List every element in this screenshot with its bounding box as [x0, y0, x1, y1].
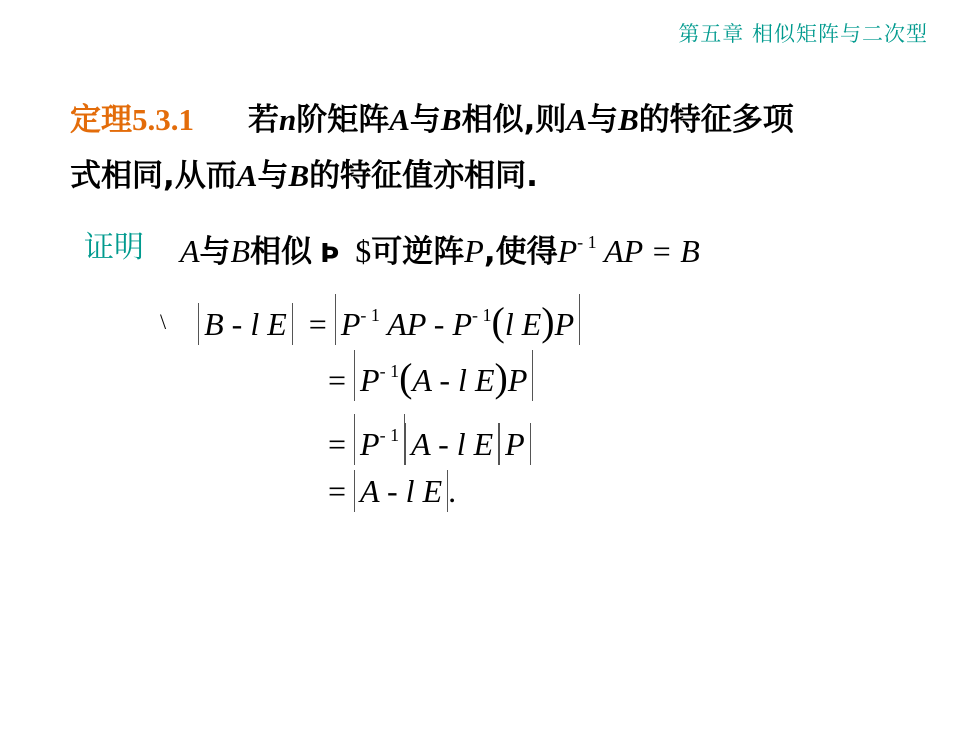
det-expression — [354, 350, 533, 401]
inverse-exponent: - 1 — [472, 305, 492, 325]
theorem-number: 5.3.1 — [132, 102, 194, 137]
var-P: P — [557, 233, 578, 269]
var-P: P — [554, 306, 575, 342]
theorem-text: 与 — [409, 102, 441, 138]
proof-text: 相似 — [250, 234, 313, 270]
var-A: A — [236, 158, 258, 193]
det-expression — [335, 294, 580, 345]
proof-line-1 — [180, 226, 700, 271]
theorem-statement — [70, 92, 950, 204]
expression-text: A - l E — [412, 362, 495, 398]
inverse-exponent: - 1 — [577, 232, 597, 252]
det-P-inverse — [354, 414, 405, 465]
theorem-text: 若 — [247, 102, 279, 138]
proof-line-3 — [328, 350, 533, 401]
paren-open: ( — [399, 355, 413, 400]
proof-label: 证明 — [84, 230, 144, 265]
theorem-text: 的特征值亦相同. — [309, 158, 538, 194]
var-P: P — [340, 306, 361, 342]
var-P: P — [464, 233, 484, 269]
paren-close: ) — [541, 299, 555, 344]
var-A: A — [389, 102, 410, 137]
det-P: P — [499, 423, 531, 465]
var-B: B — [288, 158, 310, 193]
det-A-lambda-E: A - l E — [354, 470, 448, 512]
theorem-text: 式相同,从而 — [70, 158, 237, 194]
var-P: P — [507, 362, 528, 398]
theorem-text: 阶矩阵 — [296, 102, 390, 138]
expression-text: l E — [504, 306, 542, 342]
equals-sign: = — [328, 426, 347, 462]
det-A-lambda-E: A - l E — [405, 423, 499, 465]
theorem-label-word: 定理 — [70, 102, 132, 138]
var-n: n — [278, 102, 297, 137]
var-B: B — [230, 233, 251, 269]
theorem-text: 与 — [587, 102, 619, 138]
proof-line-2 — [160, 294, 580, 345]
paren-open: ( — [491, 299, 505, 344]
var-P: P — [360, 362, 380, 398]
det-B-lambda-E: B - l E — [198, 303, 293, 345]
proof-line-5 — [328, 470, 456, 512]
similarity-equation: AP = B — [596, 233, 700, 269]
var-B: B — [618, 102, 639, 137]
proof-text: 与 — [199, 234, 231, 270]
chapter-header: 第五章 相似矩阵与二次型 — [678, 22, 928, 46]
equals-sign: = — [328, 473, 347, 509]
theorem-label — [70, 102, 194, 138]
equals-sign: = — [328, 362, 347, 398]
proof-line-4 — [328, 414, 531, 465]
inverse-exponent: - 1 — [360, 305, 380, 325]
paren-close: ) — [494, 355, 508, 400]
var-A: A — [566, 102, 588, 137]
theorem-text: 与 — [257, 158, 289, 194]
proof-text: ,使得 — [483, 234, 558, 270]
implies-symbol: Þ — [320, 239, 340, 269]
var-A: A — [180, 233, 200, 269]
theorem-text: 相似,则 — [461, 102, 567, 138]
inverse-exponent: - 1 — [379, 361, 400, 381]
var-P: P — [360, 426, 380, 462]
inverse-exponent: - 1 — [379, 425, 400, 445]
var-B: B — [440, 102, 462, 137]
proof-text: 可逆阵 — [371, 234, 465, 270]
equals-sign: = — [308, 306, 327, 342]
therefore-symbol: \ — [160, 309, 167, 334]
expression-text: AP - P — [379, 306, 472, 342]
theorem-text: 的特征多项 — [638, 102, 794, 138]
exists-symbol: $ — [355, 233, 372, 269]
period: . — [448, 473, 457, 509]
